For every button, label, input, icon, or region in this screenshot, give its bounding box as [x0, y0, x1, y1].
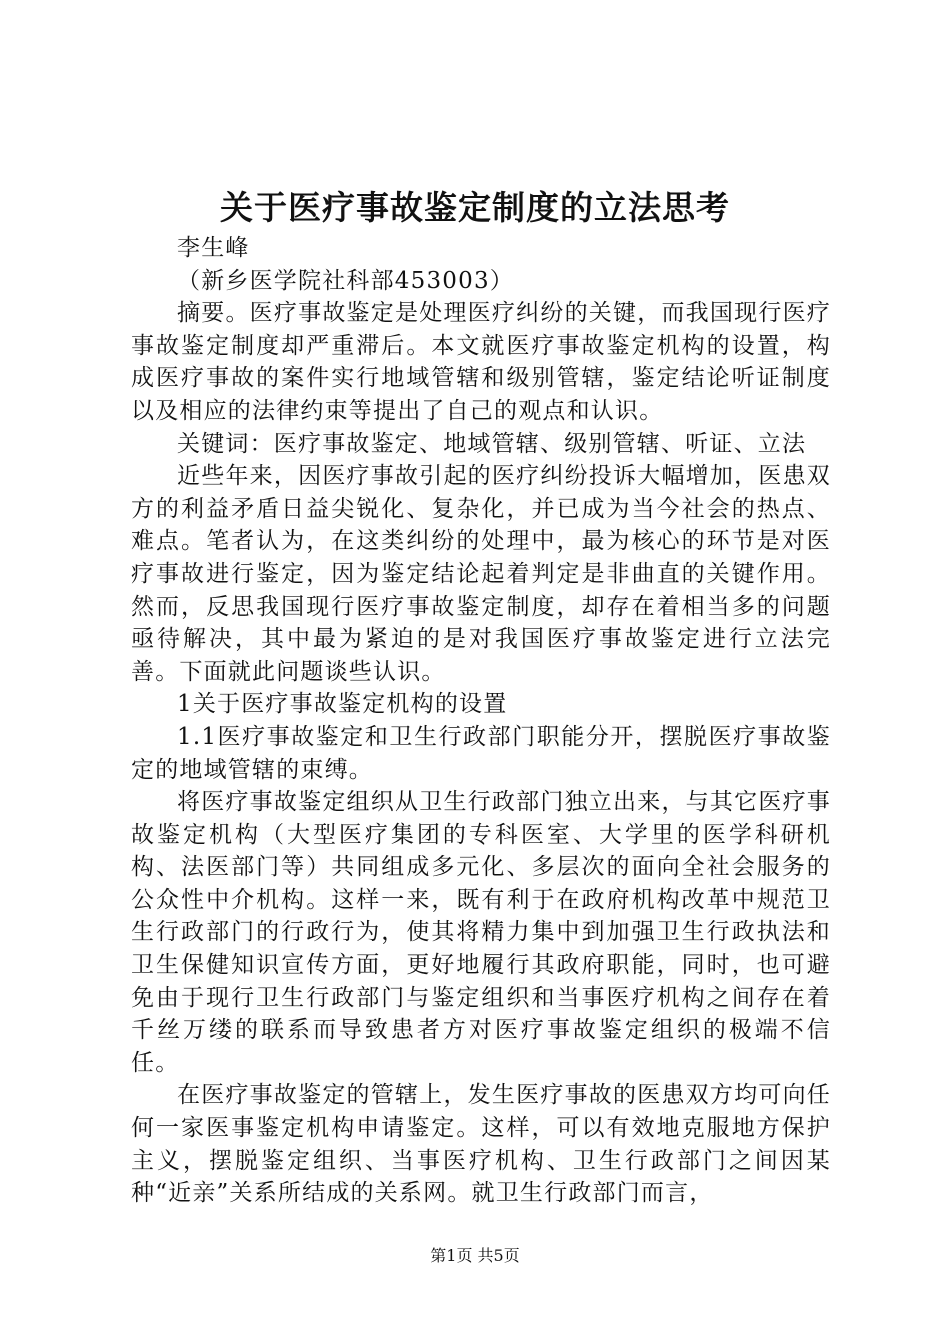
author-name: 李生峰 [177, 235, 250, 261]
section-heading-1: 1关于医疗事故鉴定机构的设置 [177, 691, 508, 718]
document-title: 关于医疗事故鉴定制度的立法思考 [220, 188, 730, 227]
author-affiliation: （新乡医学院社科部453003） [177, 267, 514, 294]
body-paragraph: 将医疗事故鉴定组织从卫生行政部门独立出来，与其它医疗事故鉴定机构（大型医疗集团的专科医室、大学里的医学科研机构、法医部门等）共同组成多元化、多层次的面向全社会服务的公众性中介机构。这样一来，既有利于在政府机构改革中规范卫生行政部门的行政行为，使其将精力集中到加强卫生行政执法和卫生保健知识宣传方面，更好地履行其政府职能，同时，也可避免由于现行卫生行政部门与鉴定组织和当事医疗机构之间存在着千丝万缕的联系而导致患者方对医疗事故鉴定组织的极端不信任。 [131, 789, 831, 1076]
body-paragraph-intro: 近些年来，因医疗事故引起的医疗纠纷投诉大幅增加，医患双方的利益矛盾日益尖锐化、复杂化，并已成为当今社会的热点、难点。笔者认为，在这类纠纷的处理中，最为核心的环节是对医疗事故进行鉴定，因为鉴定结论起着判定是非曲直的关键作用。然而，反思我国现行医疗事故鉴定制度，却存在着相当多的问题亟待解决，其中最为紧迫的是对我国医疗事故鉴定进行立法完善。下面就此问题谈些认识。 [131, 463, 831, 685]
keywords-paragraph: 关键词：医疗事故鉴定、地域管辖、级别管辖、听证、立法 [177, 430, 807, 457]
abstract-paragraph: 摘要。医疗事故鉴定是处理医疗纠纷的关键，而我国现行医疗事故鉴定制度却严重滞后。本文就医疗事故鉴定机构的设置，构成医疗事故的案件实行地域管辖和级别管辖，鉴定结论听证制度以及相应的法律约束等提出了自己的观点和认识。 [131, 300, 831, 424]
page-footer: 第1页 共5页 [430, 1246, 520, 1265]
document-body [131, 232, 831, 1210]
subsection-heading-1-1: 1.1医疗事故鉴定和卫生行政部门职能分开，摆脱医疗事故鉴定的地域管辖的束缚。 [131, 723, 831, 783]
body-paragraph: 在医疗事故鉴定的管辖上，发生医疗事故的医患双方均可向任何一家医事鉴定机构申请鉴定。这样，可以有效地克服地方保护主义，摆脱鉴定组织、当事医疗机构、卫生行政部门之间因某种“近亲”关系所结成的关系网。就卫生行政部门而言， [131, 1082, 831, 1207]
